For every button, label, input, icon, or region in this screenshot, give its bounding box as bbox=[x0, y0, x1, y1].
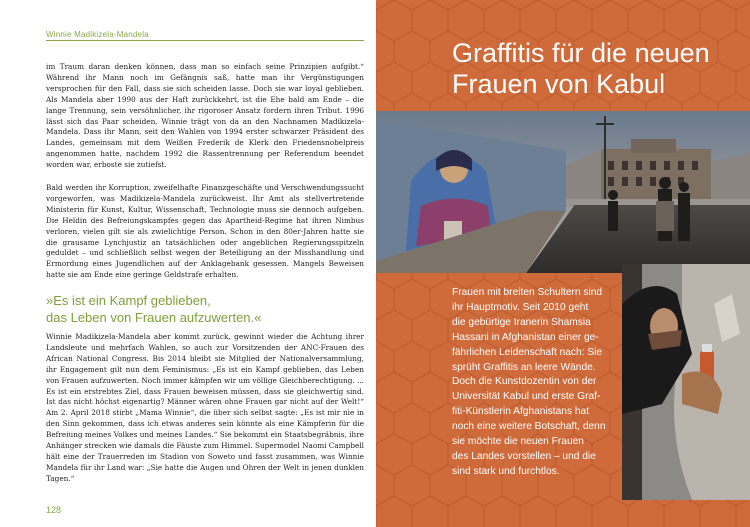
header-rule bbox=[46, 40, 364, 41]
running-head: Winnie Madikizela-Mandela bbox=[46, 30, 149, 39]
paragraph-2: Bald werden ihr Korruption, zweifelhafte Finanzgeschäfte und Verschwendungssucht vorgeworfen, was Madikizela-Mandela zurückweist. Ihr Amt als stellvertretende Ministerin für Kunst, Kultur, Wissenschaft, Technologie muss sie dennoch aufgeben. Die Heldin des Befreiungskampfes gegen das Apartheid-Regime hat ihren Nimbus verloren, vielen gilt sie als zwielichtige Person. Schon in den 80er-Jahren hatte sie die grausame Lynchjustiz an tatsächlichen oder angeblichen Regierungsspitzeln geduldet – und schließlich selbst wegen der Beteiligung an der Misshandlung und Ermordung eines Jugendlichen auf der Anklagebank gesessen. Mangels Beweisen hatte sie am Ende eine geringe Geldstrafe erhalten. bbox=[46, 183, 364, 280]
page-number: 128 bbox=[46, 505, 62, 515]
caption-line: Universität Kabul und erste Graf- bbox=[452, 391, 601, 403]
caption-line: die gebürtige Iranerin Shamsia bbox=[452, 316, 591, 328]
pull-quote bbox=[46, 292, 364, 326]
caption-line: des Landes vorstellen – und die bbox=[452, 450, 596, 462]
paragraph-3: Winnie Madikizela-Mandela aber kommt zurück, gewinnt wieder die Achtung ihrer Landsleute und mehrfach Wahlen, so auch zur Vorsitzenden der ANC-Frauen des African National Congress. Bis 2014 bleibt sie Mitglied der Nationalversammlung, ihr Engagement gilt nun dem Feminismus: „Es ist ein Kampf geblieben, das Leben von Frauen aufzuwerten. Noch immer kämpfen wir um völlige Gleichberechtigung. ... Es ist ein erstrebtes Ziel, dass Frauen beweisen müssen, dass sie gleichwertig sind. Ist das nicht höchst eigenartig? Männer wären ohne Frauen gar nicht auf der Welt!“ Am 2. April 2018 stirbt „Mama Winnie“, die über sich selbst sagte: „Es ist mir nie in den Sinn gekommen, dass ich etwas anderes sein könnte als eine Kämpferin für die Befreiung meines Volkes und meines Landes.“ Sie bekommt ein Staatsbegräbnis, ihre Anhänger strecken wie damals die Fäuste zum Himmel. Supermodel Naomi Campbell hält eine der Trauerreden im Stadion von Soweto und fasst zusammen, was Winnie Mandela für ihr Land war: „Sie hatte die Augen und Ohren der Welt in jenen dunklen Tagen.“ bbox=[46, 332, 365, 483]
caption-line: ihr Hauptmotiv. Seit 2010 geht bbox=[452, 301, 589, 313]
paragraph-1: im Traum daran denken können, dass man so einfach seine Prinzipien aufgibt.“ Während ihr Mann noch im Gefängnis saß, hatte man ihr Vergünstigungen versprochen für den Fall, dass sie sich scheiden lasse. Doch sie war loyal geblieben. Als Mandela aber 1990 aus der Haft zurückkehrt, ist die Ehe bald am Ende – die lange Trennung, sein versöhnlicher, ihr rigoroser Ansatz fordern ihren Tribut. 1996 lässt sich das Paar scheiden, Winnie trägt von da an den Nachnamen Madikizela-Mandela. Dass ihr Mann, seit den Wahlen von 1994 erster schwarzer Präsident des Landes, gemeinsam mit dem Weißen Frederik de Klerk den Friedensnobelpreis angenommen hatte, nachdem 1992 die Rassentrennung per Referendum beendet worden war, erboste sie zutiefst. bbox=[46, 62, 364, 170]
kabul-mural-photo bbox=[376, 111, 750, 273]
caption-line: sind stark und furchtlos. bbox=[452, 465, 560, 477]
title-line-2: Frauen von Kabul bbox=[452, 69, 666, 99]
caption-line: sprüht Graffitis an leere Wände. bbox=[452, 361, 596, 373]
caption-line: noch eine weitere Botschaft, denn bbox=[452, 421, 606, 433]
caption-line: Doch die Kunstdozentin von der bbox=[452, 376, 597, 388]
artist-photo bbox=[622, 264, 750, 500]
photo-caption bbox=[452, 286, 620, 480]
pull-quote-line-1: »Es ist ein Kampf geblieben, bbox=[46, 293, 211, 308]
caption-line: fährlichen Leidenschaft nach: Sie bbox=[452, 346, 603, 358]
caption-line: Hassani in Afghanistan einer ge- bbox=[452, 331, 599, 343]
title-line-1: Graffitis für die neuen bbox=[452, 38, 710, 68]
caption-line: sie möchte die neuen Frauen bbox=[452, 436, 584, 448]
article-title bbox=[452, 38, 742, 100]
caption-line: fiti-Künstlerin Afghanistans hat bbox=[452, 406, 590, 418]
caption-line: Frauen mit breiten Schultern sind bbox=[452, 287, 603, 298]
pull-quote-line-2: das Leben von Frauen aufzuwerten.« bbox=[46, 310, 262, 325]
